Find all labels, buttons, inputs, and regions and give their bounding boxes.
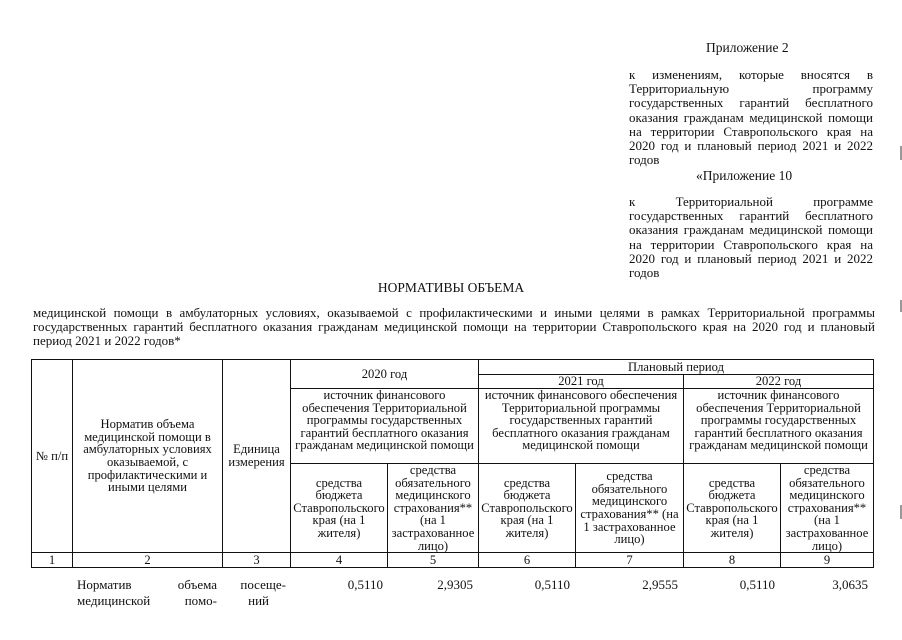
header-year-2022: 2022 год <box>684 375 874 389</box>
row-value-col7: 2,9555 <box>642 577 678 592</box>
column-number: 9 <box>781 553 874 568</box>
row-value-col6: 0,5110 <box>534 577 570 592</box>
header-oms-2020: средства обязательного медицинского страхования** (на 1 застрахованное лицо) <box>388 464 479 553</box>
header-planned-period: Плановый период <box>479 360 874 375</box>
norms-table <box>31 359 874 568</box>
appendix-10-text: к Территориальной программе государственных гарантий бесплатного оказания гражданам медицинской помощи на территории Ставропольского края на 2020 год и плановый период 2021 и 2022 годов <box>629 194 873 281</box>
header-col-norm: Норматив объема медицинской помощи в амбулаторных условиях оказываемой, с профилактическими и иными целями <box>73 360 223 553</box>
header-year-2020: 2020 год <box>291 360 479 389</box>
row-name-line2: медицинской помо- <box>77 593 217 608</box>
row-unit-line2: ний <box>248 593 269 608</box>
column-number: 2 <box>73 553 223 568</box>
header-budget-2022: средства бюджета Ставропольского края (на 1 жителя) <box>684 464 781 553</box>
header-budget-2020: средства бюджета Ставропольского края (на 1 жителя) <box>291 464 388 553</box>
column-number: 4 <box>291 553 388 568</box>
column-number: 8 <box>684 553 781 568</box>
column-number: 5 <box>388 553 479 568</box>
row-value-col9: 3,0635 <box>832 577 868 592</box>
column-number: 1 <box>32 553 73 568</box>
document-subtitle: медицинской помощи в амбулаторных условиях, оказываемой с профилактическими и иными целями в рамках Территориальной программы государственных гарантий бесплатного оказания гражданам медицинской помощи на территории Ставропольского края на 2020 год и плановый период 2021 и 2022 годов* <box>33 305 875 349</box>
header-source-2020: источник финансового обеспечения Территориальной программы государственных гарантий бесплатного оказания гражданам медицинской помощи <box>291 389 479 464</box>
document-title: НОРМАТИВЫ ОБЪЕМА <box>377 280 525 295</box>
row-value-col8: 0,5110 <box>739 577 775 592</box>
appendix-2-title: Приложение 2 <box>706 40 789 55</box>
header-col-num: № п/п <box>32 360 73 553</box>
header-col-unit: Единица измерения <box>223 360 291 553</box>
header-budget-2021: средства бюджета Ставропольского края (на 1 жителя) <box>479 464 576 553</box>
appendix-2-text: к изменениям, которые вносятся в Территориальную программу государственных гарантий бесплатного оказания гражданам медицинской помощи на территории Ставропольского края на 2020 год и плановый период 2021 и 2022 годов <box>629 67 873 168</box>
row-value-col5: 2,9305 <box>437 577 473 592</box>
header-source-2022: источник финансового обеспечения Территориальной программы государственных гарантий бесплатного оказания гражданам медицинской помощи <box>684 389 874 464</box>
row-unit-line1: посеще- <box>240 577 286 592</box>
header-oms-2021: средства обязательного медицинского страхования** (на 1 застрахованное лицо) <box>576 464 684 553</box>
header-oms-2022: средства обязательного медицинского страхования** (на 1 застрахованное лицо) <box>781 464 874 553</box>
header-year-2021: 2021 год <box>479 375 684 389</box>
row-name-line1: Норматив объема <box>77 577 217 592</box>
column-number: 6 <box>479 553 576 568</box>
column-number: 3 <box>223 553 291 568</box>
header-source-2021: источник финансового обеспечения Территориальной программы государственных гарантий бесплатного оказания гражданам медицинской помощи <box>479 389 684 464</box>
appendix-10-title: «Приложение 10 <box>696 168 793 183</box>
row-value-col4: 0,5110 <box>347 577 383 592</box>
column-number: 7 <box>576 553 684 568</box>
